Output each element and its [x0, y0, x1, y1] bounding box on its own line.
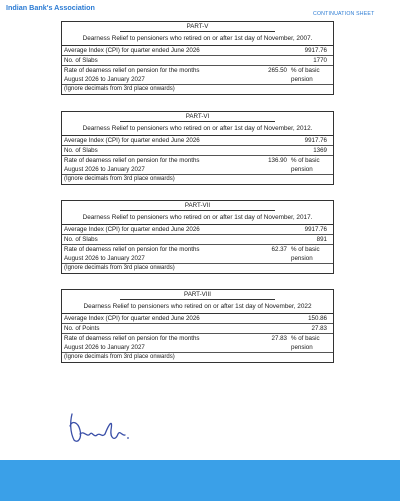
rate-unit-line2: pension: [291, 166, 313, 173]
continuation-sheet-label: CONTINUATION SHEET: [313, 11, 375, 17]
rate-unit-line2: pension: [291, 344, 313, 351]
part-title: PART-V: [120, 22, 275, 32]
count-row: [62, 56, 333, 66]
count-value: 891: [316, 236, 327, 243]
count-label: No. of Slabs: [64, 236, 98, 243]
rate-unit-line1: % of basic: [291, 335, 320, 342]
note-row: (Ignore decimals from 3rd place onwards): [64, 176, 175, 182]
part-description: Dearness Relief to pensioners who retired on or after 1st day of November, 2017.: [62, 211, 333, 225]
rate-value: 265.50: [268, 67, 287, 74]
count-value: 1770: [313, 57, 327, 64]
count-row: [62, 146, 333, 156]
avg-index-label: Average Index (CPI) for quarter ended June 2026: [64, 315, 200, 322]
count-label: No. of Points: [64, 325, 100, 332]
avg-index-row: [62, 46, 333, 56]
avg-index-label: Average Index (CPI) for quarter ended June 2026: [64, 226, 200, 233]
rate-row: [62, 66, 333, 85]
footer-bar: [0, 460, 400, 501]
count-row: [62, 235, 333, 245]
avg-index-value: 9917.76: [304, 47, 327, 54]
note-row: (Ignore decimals from 3rd place onwards): [64, 86, 175, 92]
avg-index-row: [62, 314, 333, 324]
part-title: PART-VI: [120, 112, 275, 122]
rate-unit: [291, 245, 331, 263]
rate-unit: [291, 156, 331, 174]
rate-row: [62, 245, 333, 264]
count-label: No. of Slabs: [64, 147, 98, 154]
rate-label-line2: August 2026 to January 2027: [64, 344, 145, 351]
part-v-table: [61, 21, 334, 95]
avg-index-value: 9917.76: [304, 226, 327, 233]
part-viii-table: [61, 289, 334, 363]
avg-index-value: 150.86: [308, 315, 327, 322]
rate-label-line2: August 2026 to January 2027: [64, 255, 145, 262]
rate-label-line1: Rate of dearness relief on pension for the months: [64, 246, 200, 253]
rate-unit-line1: % of basic: [291, 67, 320, 74]
avg-index-label: Average Index (CPI) for quarter ended June 2026: [64, 47, 200, 54]
count-value: 1369: [313, 147, 327, 154]
part-title: PART-VII: [120, 201, 275, 211]
count-row: [62, 324, 333, 334]
note-row: (Ignore decimals from 3rd place onwards): [64, 265, 175, 271]
rate-unit-line1: % of basic: [291, 246, 320, 253]
part-description: Dearness Relief to pensioners who retired on or after 1st day of November, 2007.: [62, 32, 333, 46]
org-title: Indian Bank's Association: [6, 3, 95, 12]
rate-row: [62, 156, 333, 175]
avg-index-label: Average Index (CPI) for quarter ended June 2026: [64, 137, 200, 144]
part-description: Dearness Relief to pensioners who retired on or after 1st day of November, 2022: [62, 300, 333, 314]
rate-label-line1: Rate of dearness relief on pension for the months: [64, 157, 200, 164]
rate-row: [62, 334, 333, 353]
avg-index-row: [62, 136, 333, 146]
part-description: Dearness Relief to pensioners who retired on or after 1st day of November, 2012.: [62, 122, 333, 136]
note-row: (Ignore decimals from 3rd place onwards): [64, 354, 175, 360]
part-vii-table: [61, 200, 334, 274]
part-vi-table: [61, 111, 334, 185]
avg-index-value: 9917.76: [304, 137, 327, 144]
rate-label-line1: Rate of dearness relief on pension for the months: [64, 335, 200, 342]
rate-value: 136.90: [268, 157, 287, 164]
rate-label-line2: August 2026 to January 2027: [64, 76, 145, 83]
handwritten-signature: [60, 408, 135, 448]
count-label: No. of Slabs: [64, 57, 98, 64]
rate-unit-line2: pension: [291, 255, 313, 262]
rate-unit-line1: % of basic: [291, 157, 320, 164]
count-value: 27.83: [311, 325, 327, 332]
rate-value: 62.37: [271, 246, 287, 253]
rate-label-line2: August 2026 to January 2027: [64, 166, 145, 173]
rate-value: 27.83: [271, 335, 287, 342]
rate-unit-line2: pension: [291, 76, 313, 83]
part-title: PART-VIII: [120, 290, 275, 300]
rate-unit: [291, 334, 331, 352]
rate-unit: [291, 66, 331, 84]
avg-index-row: [62, 225, 333, 235]
rate-label-line1: Rate of dearness relief on pension for the months: [64, 67, 200, 74]
